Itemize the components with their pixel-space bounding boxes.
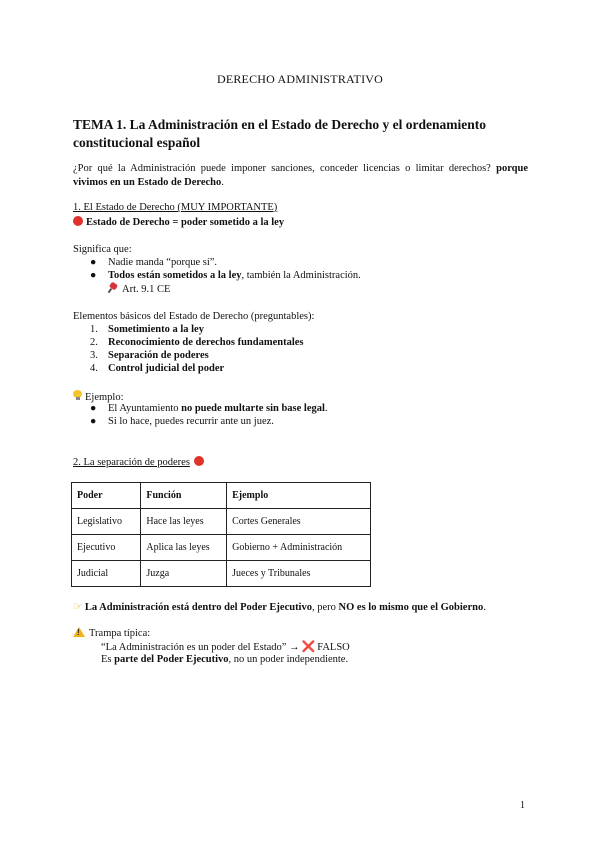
trap-bold: parte del Poder Ejecutivo [114, 654, 229, 665]
topic-title: TEMA 1. La Administración en el Estado de Derecho y el ordenamiento constitucional español [73, 117, 486, 150]
intro-paragraph [73, 162, 528, 190]
table-cell: Jueces y Tribunales [227, 561, 371, 587]
table-row [72, 561, 371, 587]
intro-end: . [221, 177, 224, 188]
article-reference [108, 283, 170, 295]
trap-quote: “La Administración es un poder del Estado” → [101, 642, 300, 653]
list-number: 3. [90, 350, 98, 361]
warning-icon [73, 627, 85, 637]
bullet-dot: ● [90, 416, 97, 427]
document-title: DERECHO ADMINISTRATIVO [216, 72, 384, 86]
list-number: 1. [90, 324, 98, 335]
example-bold: no puede multarte sin base legal [181, 403, 325, 414]
table-cell: Ejecutivo [72, 535, 141, 561]
note-line [73, 600, 486, 613]
trap-label: Trampa típica: [89, 628, 151, 639]
trap-quote-line [101, 640, 350, 653]
trap-verdict: FALSO [317, 642, 350, 653]
table-header: Poder [72, 483, 141, 509]
table-row [72, 509, 371, 535]
list-number: 2. [90, 337, 98, 348]
bullet-dot: ● [90, 403, 97, 414]
table-cell: Juzga [141, 561, 227, 587]
bullet-item: Nadie manda “porque sí”. [108, 257, 218, 268]
table-cell: Cortes Generales [227, 509, 371, 535]
note-bold-1: La Administración está dentro del Poder Ejecutivo [84, 602, 312, 613]
table-cell: Legislativo [72, 509, 141, 535]
example-pre: El Ayuntamiento [108, 403, 182, 414]
table-header: Función [141, 483, 227, 509]
table-cell: Hace las leyes [141, 509, 227, 535]
intro-answer: porque vivimos en un Estado de Derecho [73, 163, 529, 188]
bullet-dot: ● [90, 257, 97, 268]
list-number: 4. [90, 363, 98, 374]
example-label: Ejemplo: [85, 392, 124, 403]
example-post: . [324, 403, 328, 414]
list-item [108, 350, 209, 361]
pointing-hand-icon: ☞ [73, 601, 83, 613]
list-item [108, 324, 204, 335]
table-row [72, 535, 371, 561]
trap-label-line [73, 627, 150, 639]
bullet-dot: ● [90, 270, 97, 281]
list-item-text: Control judicial del poder [108, 363, 225, 374]
article-text: Art. 9.1 CE [122, 284, 171, 295]
intro-question: ¿Por qué la Administración puede imponer sanciones, conceder licencias o limitar derechos? [73, 163, 491, 174]
note-end: . [483, 602, 486, 613]
note-bold-2: NO es lo mismo que el Gobierno [338, 602, 484, 613]
table-header: Ejemplo [227, 483, 371, 509]
significa-label: Significa que: [73, 244, 132, 255]
definition-text: Estado de Derecho = poder sometido a la ley [86, 217, 285, 228]
section-2-heading-line [73, 456, 204, 468]
bullet-item [108, 270, 361, 281]
lightbulb-icon [73, 390, 82, 401]
list-item-text: Sometimiento a la ley [108, 324, 204, 335]
example-bullet [108, 416, 274, 427]
section-2-heading: 2. La separación de poderes [73, 457, 190, 468]
trap-post: , no un poder independiente. [228, 654, 349, 665]
bullet-rest: , también la Administración. [241, 270, 361, 281]
red-circle-icon [73, 216, 83, 226]
bullet-bold: Todos están sometidos a la ley [108, 270, 242, 281]
table-cell: Gobierno + Administración [227, 535, 371, 561]
red-circle-icon [194, 456, 204, 466]
trap-explanation-line [101, 654, 348, 665]
example-label-line [73, 390, 124, 403]
section-1-heading: 1. El Estado de Derecho (MUY IMPORTANTE) [73, 202, 278, 213]
red-x-icon: ❌ [301, 640, 316, 653]
powers-table [71, 482, 371, 587]
definition-line [73, 216, 284, 228]
list-item-text: Reconocimiento de derechos fundamentales [108, 337, 304, 348]
note-mid: , pero [311, 602, 339, 613]
list-item [108, 363, 224, 374]
table-cell: Judicial [72, 561, 141, 587]
page-number: 1 [520, 800, 525, 811]
elements-label: Elementos básicos del Estado de Derecho (preguntables): [73, 311, 315, 322]
table-cell: Aplica las leyes [141, 535, 227, 561]
trap-pre: Es [101, 654, 115, 665]
list-item-text: Separación de poderes [108, 350, 209, 361]
example-bullet [108, 403, 328, 414]
example-pre: Si lo hace, puedes recurrir ante un juez. [108, 416, 274, 427]
table-header-row [72, 483, 371, 509]
list-item [108, 337, 304, 348]
pushpin-icon [108, 283, 118, 293]
